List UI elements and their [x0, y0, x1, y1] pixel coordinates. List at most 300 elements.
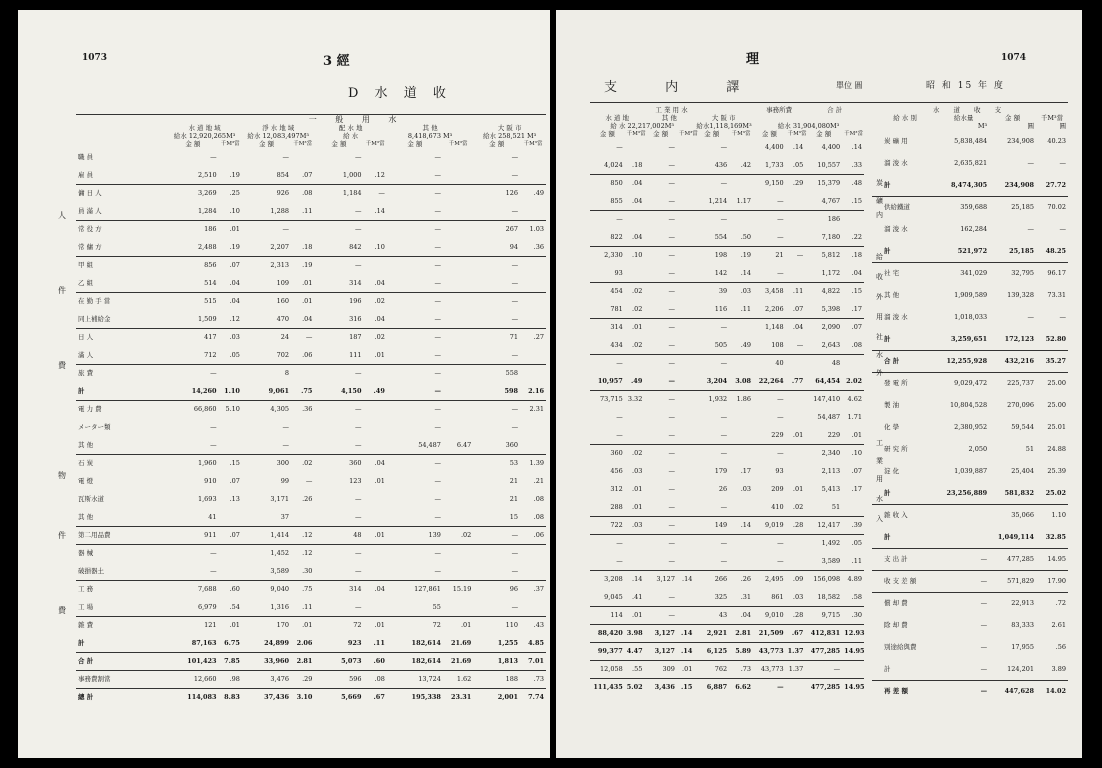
section-title: 3 經 [323, 54, 350, 69]
cell-value: — [590, 552, 625, 570]
cell-value: 477,285 [805, 642, 842, 660]
row-label: 在 勤 手 當 [78, 297, 111, 306]
income-value: 25.02 [1036, 482, 1068, 504]
cell-value: 2.81 [291, 652, 314, 670]
cell-value [520, 148, 546, 166]
cell-value: 9,019 [753, 516, 786, 534]
cell-value: 1,932 [708, 395, 728, 404]
unit-per: 千M³當 [626, 131, 646, 137]
unit-amount: 金 額 [331, 140, 347, 148]
cell-value: 514 [167, 274, 218, 292]
cell-value: 2,206 [753, 300, 786, 318]
cell-value: .03 [625, 516, 645, 534]
income-row [872, 614, 1068, 636]
cell-value: 5,812 [821, 251, 841, 260]
cell-value: .60 [363, 652, 386, 670]
cell-value: .04 [625, 192, 645, 210]
income-label: 雜 收 入 [884, 511, 908, 520]
unit-per: 千M³當 [293, 141, 313, 147]
cell-value: 1.03 [529, 225, 544, 234]
col-group-1: 淨 水 地 域 [262, 124, 295, 132]
income-row [872, 592, 1068, 614]
cell-value: 3.32 [627, 395, 643, 404]
income-value: — [980, 621, 988, 629]
cell-value: 781 [590, 300, 625, 318]
income-value: 581,832 [989, 482, 1036, 504]
table-row [76, 472, 546, 490]
row-label: 雇 員 [76, 166, 167, 184]
cell-value: 15.19 [452, 585, 472, 594]
cell-value: 5.10 [225, 405, 240, 414]
cell-value: — [511, 153, 519, 161]
cell-value: .25 [229, 189, 240, 198]
cell-value: 3,171 [270, 495, 290, 503]
income-label: 研 究 所 [884, 445, 908, 453]
cell-value: — [473, 310, 520, 328]
table-row [590, 624, 864, 642]
cell-value: 18,582 [805, 588, 842, 606]
cell-value: 196 [349, 297, 362, 306]
row-label: 合 計 [76, 652, 167, 670]
side-label-3: 物 [58, 471, 66, 480]
cell-value: 309 [644, 660, 677, 678]
page-number-right: 1074 [1001, 53, 1027, 63]
cell-value [677, 390, 694, 408]
cell-value: 856 [204, 261, 217, 270]
income-side-label: 水 [876, 495, 883, 503]
cell-value [443, 418, 473, 436]
cell-value: 73,715 [600, 395, 623, 404]
cell-value: 2,207 [242, 238, 291, 256]
cell-value: 72 [432, 621, 441, 630]
cell-value: 477,285 [810, 683, 841, 692]
income-value: — [1059, 225, 1066, 233]
cell-value: — [511, 549, 519, 558]
table-row [76, 652, 546, 670]
cell-value [677, 498, 694, 516]
row-label: 日 人 [78, 333, 94, 342]
cell-value: — [354, 549, 362, 558]
unit-per: 千M³當 [448, 141, 468, 147]
cell-value: — [668, 143, 675, 151]
cell-value: .14 [677, 624, 694, 642]
cell-value: 21 [775, 251, 784, 260]
cell-value: .49 [729, 336, 753, 354]
row-label: 工 務 [78, 585, 94, 594]
cell-value [842, 498, 864, 516]
cell-value [729, 138, 753, 156]
cell-value: .07 [219, 526, 242, 544]
cell-value: 3,208 [604, 575, 623, 584]
cell-value [363, 436, 386, 454]
table-row [590, 678, 864, 696]
cell-value: 109 [242, 274, 291, 292]
cell-value: 139 [387, 526, 443, 544]
cell-value: — [434, 369, 441, 378]
cell-value: 9,040 [270, 585, 290, 594]
cell-value: 5,073 [314, 652, 363, 670]
cell-value [520, 544, 546, 562]
cell-value: 22,264 [753, 372, 786, 390]
cell-value: 926 [276, 189, 290, 198]
cell-value: .05 [851, 539, 862, 548]
income-label: 計 [872, 328, 938, 350]
cell-value: 2.02 [842, 372, 864, 390]
cell-value: .03 [740, 485, 752, 493]
cell-value: 96 [509, 585, 519, 594]
cell-value: — [668, 413, 675, 421]
cell-value: .11 [291, 202, 314, 220]
cell-value: .36 [520, 238, 546, 256]
cell-value: — [644, 156, 677, 174]
cell-value: .11 [729, 300, 753, 318]
cell-value [291, 148, 314, 166]
cell-value [520, 292, 546, 310]
cell-value: .75 [302, 585, 313, 594]
cell-value: .04 [842, 264, 864, 282]
cell-value: 2,643 [805, 336, 842, 354]
cell-value: .17 [740, 467, 752, 475]
cell-value [786, 228, 806, 246]
cell-value: 515 [204, 297, 217, 306]
cell-value: 1.10 [219, 382, 242, 400]
cell-value: 3.10 [296, 693, 313, 702]
row-label: 員 滿 人 [76, 202, 167, 220]
income-value: 70.02 [1047, 203, 1066, 212]
cell-value: .02 [625, 336, 645, 354]
cell-value [625, 264, 645, 282]
cell-value: .43 [533, 621, 544, 630]
unit-amount: 金 額 [761, 130, 777, 138]
cell-value: .03 [786, 588, 806, 606]
cell-value: 21,509 [753, 624, 786, 642]
cell-value: .02 [786, 498, 806, 516]
cell-value: — [354, 225, 362, 234]
income-value: — [938, 658, 989, 680]
cell-value: — [805, 660, 842, 678]
cell-value: 53 [509, 459, 519, 468]
total-sub: 給水 31,904,080M³ [777, 122, 840, 130]
cell-value: — [644, 336, 677, 354]
income-row [872, 328, 1068, 350]
cell-value: 13,724 [387, 670, 443, 688]
cell-value: .06 [291, 346, 314, 364]
cell-value: — [354, 153, 362, 161]
cell-value: 911 [167, 526, 218, 544]
income-label: 計 [872, 240, 938, 262]
cell-value: .30 [291, 562, 314, 580]
cell-value: — [644, 606, 677, 624]
income-row [872, 416, 1068, 438]
income-side-label: 内 [876, 211, 883, 219]
cell-value [443, 490, 473, 508]
cell-value [786, 462, 806, 480]
income-value: 341,029 [960, 269, 988, 278]
table-row [590, 354, 864, 372]
cell-value: 712 [167, 346, 218, 364]
cell-value: — [668, 179, 675, 188]
cell-value: — [314, 562, 363, 580]
cell-value: 2,113 [821, 467, 841, 475]
cell-value: .01 [374, 477, 385, 485]
cell-value [219, 364, 242, 382]
cell-value: 111,435 [593, 683, 623, 692]
cell-value: .49 [363, 382, 386, 400]
cell-value: .54 [219, 598, 242, 616]
table-row [590, 498, 864, 516]
cell-value: 55 [387, 598, 443, 616]
cell-value: .22 [842, 228, 864, 246]
cell-value: .05 [219, 346, 242, 364]
cell-value: 12,058 [590, 660, 625, 678]
table-row [76, 526, 546, 544]
cell-value: 1,509 [167, 310, 218, 328]
cell-value: .15 [851, 287, 862, 296]
cell-value: 266 [714, 575, 728, 584]
table-row [76, 184, 546, 202]
income-value: 432,216 [989, 350, 1036, 372]
cell-value [677, 264, 694, 282]
cell-value: 21 [509, 495, 519, 503]
income-value: 521,972 [938, 240, 989, 262]
income-row [872, 306, 1068, 328]
cell-value: 9,010 [753, 606, 786, 624]
cell-value [443, 184, 473, 202]
cell-value: 3,436 [654, 683, 675, 692]
cell-value: 4.89 [847, 575, 862, 584]
cell-value: .67 [786, 624, 806, 642]
cell-value: 48 [831, 359, 841, 368]
cell-value: — [314, 202, 363, 220]
cell-value: .04 [229, 297, 240, 306]
cell-value: .06 [520, 526, 546, 544]
cell-value [363, 508, 386, 526]
cell-value: .11 [792, 287, 804, 296]
table-row [76, 346, 546, 364]
cell-value: 861 [753, 588, 786, 606]
cell-value [729, 408, 753, 426]
cell-value: 4.85 [520, 634, 546, 652]
cell-value: 94 [473, 238, 520, 256]
cell-value: 722 [590, 516, 625, 534]
income-value: 1,039,887 [954, 467, 988, 475]
cell-value: — [644, 426, 677, 444]
cell-value [363, 400, 386, 418]
cell-value: 456 [610, 467, 623, 475]
cell-value: 842 [314, 238, 363, 256]
row-label: 事務費割當 [76, 670, 167, 688]
cell-value: — [668, 215, 675, 224]
cell-value: 21 [509, 477, 519, 485]
cell-value: — [314, 508, 363, 526]
cell-value: 93 [775, 467, 784, 475]
cell-value: .49 [533, 189, 544, 198]
ind-sub-2: 給水1,118,169M³ [696, 122, 752, 130]
income-value: .72 [1055, 599, 1066, 608]
cell-value: 2,510 [167, 166, 218, 184]
cell-value: — [434, 549, 441, 558]
right-page [556, 10, 1082, 758]
cell-value [443, 256, 473, 274]
cell-value: — [777, 683, 784, 692]
cell-value [786, 534, 806, 552]
cell-value: 10,557 [805, 156, 842, 174]
cell-value: — [282, 153, 290, 161]
income-value: 5,838,484 [954, 137, 988, 145]
income-side-label: 用 [876, 475, 883, 483]
cell-value: 1,255 [473, 634, 520, 652]
cell-value [443, 598, 473, 616]
cell-value: 2,495 [765, 575, 784, 584]
cell-value: — [786, 336, 806, 354]
income-value: 2,380,952 [954, 423, 988, 431]
cell-value: — [668, 359, 675, 368]
table-row [76, 670, 546, 688]
cell-value: 1.86 [736, 395, 752, 404]
cell-value: 6,887 [706, 683, 728, 692]
cell-value: — [668, 251, 675, 260]
cell-value: .28 [786, 606, 806, 624]
cell-value [729, 426, 753, 444]
cell-value: — [473, 526, 520, 544]
cell-value: 88,420 [590, 624, 625, 642]
cell-value: — [434, 405, 441, 414]
table-row [76, 310, 546, 328]
cell-value: .18 [851, 251, 862, 260]
cell-value: 9,150 [765, 179, 784, 188]
cell-value: — [387, 346, 443, 364]
cell-value: 15,379 [817, 179, 841, 188]
cell-value: 182,614 [387, 652, 443, 670]
cell-value: 43 [694, 606, 729, 624]
row-label: 電 燈 [78, 477, 94, 485]
cell-value: .07 [229, 477, 240, 485]
cell-value [842, 354, 864, 372]
cell-value: 24,899 [242, 634, 291, 652]
cell-value: — [434, 153, 441, 161]
row-label: 其 他 [76, 508, 167, 526]
income-row [872, 350, 1068, 372]
income-label: 再 差 額 [884, 687, 909, 696]
cell-value: .07 [851, 467, 862, 475]
income-row [872, 658, 1068, 680]
cell-value [363, 418, 386, 436]
income-value: 2,050 [968, 445, 988, 453]
cell-value: — [354, 495, 362, 503]
cell-value: 12.93 [842, 624, 864, 642]
income-unit-0 [872, 122, 938, 130]
income-value: — [980, 599, 988, 608]
cell-value: — [354, 261, 362, 270]
cell-value: 71 [509, 333, 519, 342]
cell-value [729, 174, 753, 192]
cell-value [520, 418, 546, 436]
table-row [590, 570, 864, 588]
cell-value: 1,316 [242, 598, 291, 616]
cell-value: .13 [229, 495, 240, 503]
cell-value: 14.95 [844, 683, 865, 692]
table-row [590, 552, 864, 570]
cell-value: 7.74 [528, 693, 544, 702]
cell-value: 2.81 [729, 624, 753, 642]
unit-per: 千M³當 [787, 131, 807, 137]
income-label: 支 出 計 [872, 548, 938, 570]
cell-value: .73 [729, 660, 753, 678]
cell-value: .17 [842, 300, 864, 318]
cell-value [786, 192, 806, 210]
cell-value: — [387, 166, 443, 184]
income-side-label: 工 [876, 439, 883, 447]
cell-value: .01 [786, 426, 806, 444]
income-row [872, 284, 1068, 306]
income-label: 淀 化 [884, 467, 900, 475]
cell-value: 1,414 [242, 526, 291, 544]
cell-value: .03 [229, 333, 240, 342]
cell-value: 66,860 [193, 405, 217, 414]
cell-value: .02 [302, 459, 313, 468]
income-side-label: 業 [876, 457, 883, 465]
cell-value: 186 [204, 225, 217, 234]
cell-value: .42 [729, 156, 753, 174]
cell-value [677, 516, 694, 534]
cell-value: .04 [625, 228, 645, 246]
income-row [872, 218, 1068, 240]
cell-value: — [720, 449, 728, 458]
cell-value: .01 [229, 621, 240, 630]
unit-per: 千M³當 [844, 131, 864, 137]
income-label: 供給鐵道 [884, 203, 910, 212]
cell-value: .09 [792, 575, 804, 584]
cell-value: .19 [740, 251, 752, 260]
income-value: 12,255,928 [938, 350, 989, 372]
income-label: 計 [872, 174, 938, 196]
cell-value [291, 220, 314, 238]
cell-value: .14 [677, 642, 694, 660]
row-label: 乙 組 [76, 274, 167, 292]
income-value: 162,284 [960, 225, 988, 233]
cell-value: .04 [374, 459, 385, 468]
cell-value: 8 [284, 369, 290, 378]
cell-value: 24 [280, 333, 290, 342]
income-value: — [1027, 225, 1035, 233]
cell-value: — [753, 192, 786, 210]
row-label: 計 [76, 634, 167, 652]
cell-value: 54,487 [387, 436, 443, 454]
table-row [590, 264, 864, 282]
income-value: 2.61 [1051, 621, 1066, 629]
income-row [872, 262, 1068, 284]
income-value: 225,737 [1007, 379, 1035, 388]
cell-value [786, 552, 806, 570]
cell-value [443, 274, 473, 292]
cell-value: 127,861 [414, 585, 441, 594]
income-value: — [938, 570, 989, 592]
income-label: 溜 浚 水 [884, 225, 908, 233]
income-value: 139,328 [1007, 291, 1035, 299]
income-label: 收 支 差 額 [872, 570, 938, 592]
row-label: 其 他 [76, 436, 167, 454]
row-label: 石 炭 [78, 459, 94, 468]
cell-value: — [590, 426, 625, 444]
cell-value: 99,377 [590, 642, 625, 660]
cell-value: 412,831 [805, 624, 842, 642]
head-office: 事務所費 [766, 106, 793, 114]
cell-value: 4,400 [821, 143, 841, 151]
cell-value: 101,423 [167, 652, 218, 670]
cell-value: .26 [740, 575, 752, 584]
income-value: 270,096 [1007, 401, 1035, 409]
cell-value: .77 [786, 372, 806, 390]
